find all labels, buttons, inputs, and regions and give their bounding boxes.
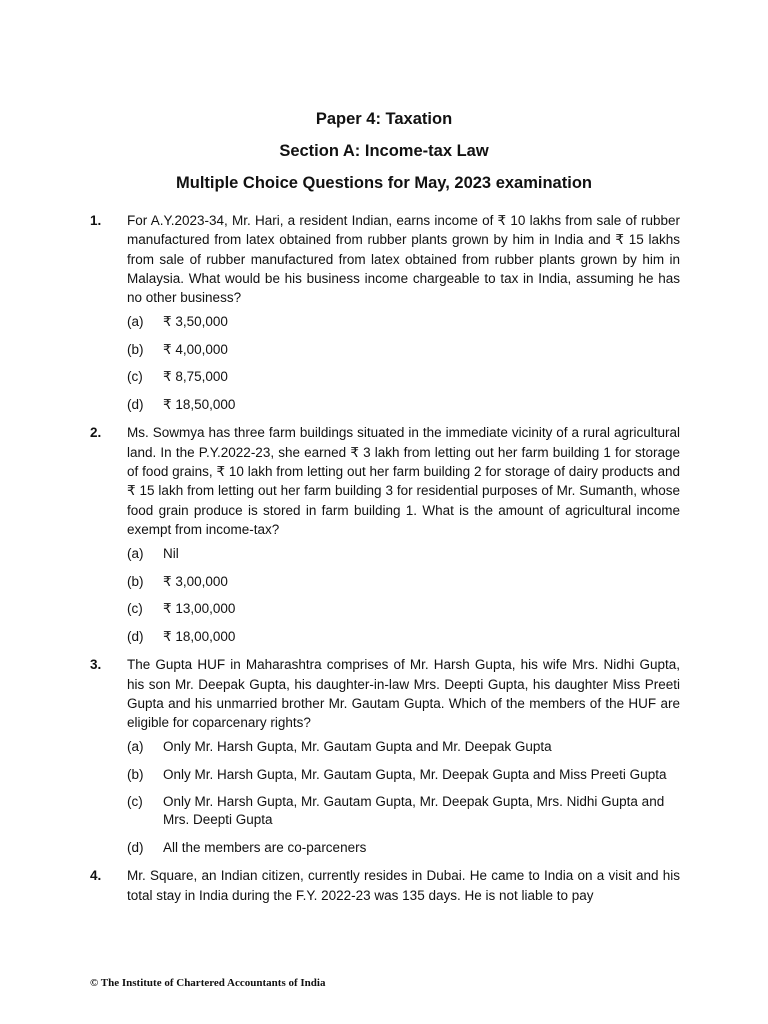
- option-a: [127, 545, 680, 563]
- option-b: [127, 573, 680, 591]
- option-label: (c): [127, 369, 143, 385]
- question-text: Ms. Sowmya has three farm buildings situated in the immediate vicinity of a rural agricultural land. In the P.Y.2022-23, she earned ₹ 3 lakh from letting out her farm building 1 for storage of food grains, ₹ 10 lakh from letting out her farm building 2 for storage of dairy products and ₹ 15 lakh from letting out her farm building 3 for residential purposes of Mr. Sumanth, whose food grain produce is stored in farm building 1. What is the amount of agricultural income exempt from income-tax?: [127, 425, 680, 537]
- option-label: (a): [127, 546, 144, 562]
- option-label: (a): [127, 314, 144, 330]
- question-number: 3.: [90, 657, 102, 673]
- option-label: (d): [127, 839, 144, 855]
- option-b: [127, 766, 680, 784]
- option-label: (b): [127, 341, 144, 357]
- option-text: ₹ 18,50,000: [163, 396, 236, 412]
- copyright-footer: © The Institute of Chartered Accountants of India: [90, 977, 326, 989]
- document-header: [0, 103, 768, 199]
- option-label: (b): [127, 766, 144, 782]
- option-d: [127, 628, 680, 646]
- question-3: [90, 655, 680, 857]
- option-text: Nil: [163, 546, 179, 562]
- option-text: ₹ 18,00,000: [163, 628, 236, 644]
- option-c: [127, 368, 680, 386]
- option-label: (c): [127, 601, 143, 617]
- option-d: [127, 396, 680, 414]
- option-b: [127, 341, 680, 359]
- question-number: 1.: [90, 213, 102, 228]
- question-number: 2.: [90, 425, 102, 441]
- question-4: [90, 866, 680, 905]
- option-c: [127, 793, 680, 829]
- option-list: [127, 313, 680, 414]
- option-text: Only Mr. Harsh Gupta, Mr. Gautam Gupta, Mr. Deepak Gupta and Miss Preeti Gupta: [163, 766, 667, 782]
- option-text: All the members are co-parceners: [163, 839, 367, 855]
- question-text: The Gupta HUF in Maharashtra comprises of Mr. Harsh Gupta, his wife Mrs. Nidhi Gupta, his son Mr. Deepak Gupta, his daughter-in-law Mrs. Deepti Gupta, his daughter Miss Preeti Gupta and his unmarried brother Mr. Gautam Gupta. Which of the members of the HUF are eligible for coparcenary rights?: [127, 657, 680, 731]
- option-text: Only Mr. Harsh Gupta, Mr. Gautam Gupta and Mr. Deepak Gupta: [163, 739, 552, 755]
- section-title: Section A: Income-tax Law: [279, 142, 489, 160]
- option-c: [127, 600, 680, 618]
- option-text: Only Mr. Harsh Gupta, Mr. Gautam Gupta, Mr. Deepak Gupta, Mrs. Nidhi Gupta and Mrs. Deepti Gupta: [163, 794, 665, 828]
- option-a: [127, 313, 680, 331]
- option-label: (c): [127, 794, 143, 810]
- option-text: ₹ 3,50,000: [163, 314, 228, 330]
- option-a: [127, 738, 680, 756]
- option-list: [127, 545, 680, 646]
- option-label: (d): [127, 628, 144, 644]
- question-text: For A.Y.2023-34, Mr. Hari, a resident Indian, earns income of ₹ 10 lakhs from sale of rubber manufactured from latex obtained from rubber plants grown by him in India and ₹ 15 lakhs from sale of rubber manufactured from latex obtained from rubber plants grown by him in Malaysia. What would be his business income chargeable to tax in India, assuming he has no other business?: [127, 213, 680, 306]
- question-2: [90, 423, 680, 645]
- paper-title: Paper 4: Taxation: [315, 110, 453, 128]
- option-text: ₹ 4,00,000: [163, 341, 228, 357]
- question-list: [90, 211, 680, 911]
- option-text: ₹ 13,00,000: [163, 601, 236, 617]
- option-list: [127, 738, 680, 857]
- question-1: [90, 211, 680, 414]
- question-number: 4.: [90, 868, 102, 884]
- option-text: ₹ 8,75,000: [163, 369, 228, 385]
- exam-title: Multiple Choice Questions for May, 2023 examination: [176, 174, 592, 192]
- option-label: (d): [127, 396, 144, 412]
- option-label: (b): [127, 573, 144, 589]
- option-label: (a): [127, 739, 144, 755]
- question-text: Mr. Square, an Indian citizen, currently resides in Dubai. He came to India on a visit and his total stay in India during the F.Y. 2022-23 was 135 days. He is not liable to pay: [127, 868, 680, 903]
- option-text: ₹ 3,00,000: [163, 573, 228, 589]
- option-d: [127, 839, 680, 857]
